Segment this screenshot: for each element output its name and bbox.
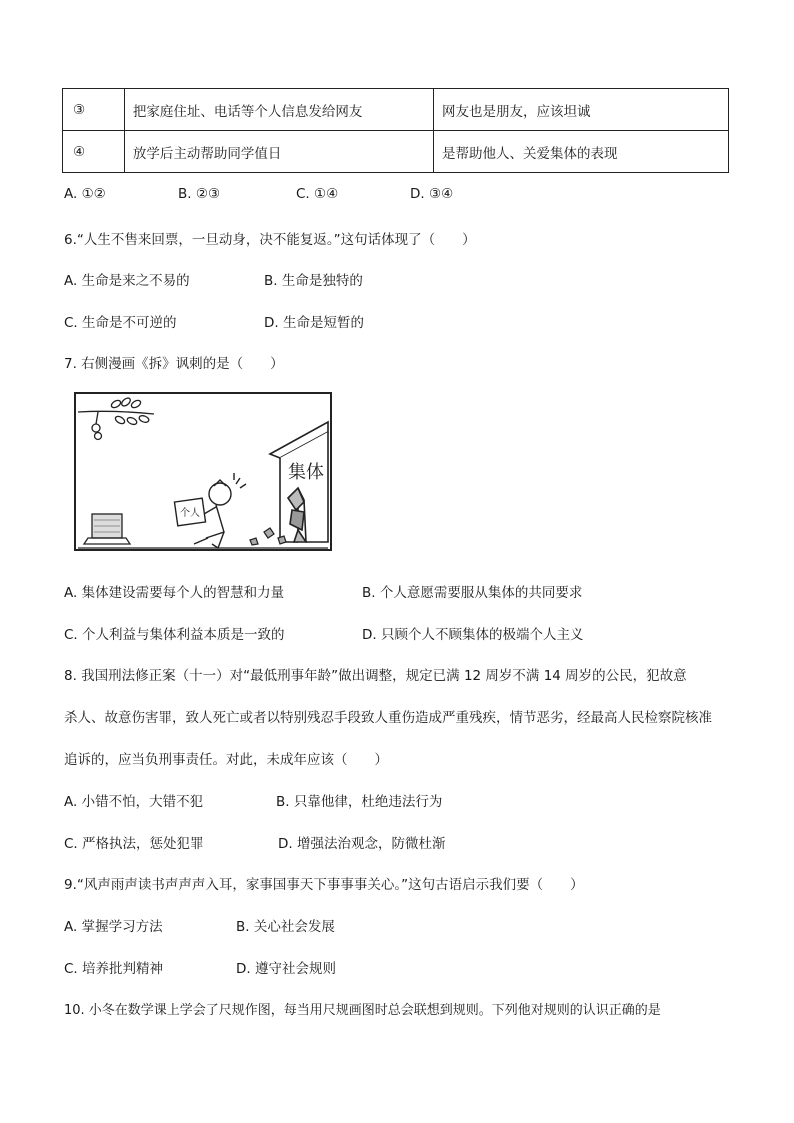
q8-option-c: C. 严格执法，惩处犯罪 <box>64 836 204 852</box>
q5-option-d: D. ③④ <box>410 186 454 202</box>
row-action: 把家庭住址、电话等个人信息发给网友 <box>124 89 433 131</box>
q8-option-d: D. 增强法治观念，防微杜渐 <box>278 836 446 852</box>
q7-option-d: D. 只顾个人不顾集体的极端个人主义 <box>362 627 584 643</box>
building-label: 集体 <box>288 462 324 483</box>
q6-option-c: C. 生命是不可逆的 <box>64 315 177 331</box>
row-number: ③ <box>63 89 125 131</box>
q8-stem-line-2: 杀人、故意伤害罪，致人死亡或者以特别残忍手段致人重伤造成严重残疾，情节恶劣，经最高人民检察院核准 <box>64 710 712 726</box>
row-reason: 网友也是朋友，应该坦诚 <box>434 89 729 131</box>
q9-option-d: D. 遵守社会规则 <box>236 961 336 977</box>
q9-option-a: A. 掌握学习方法 <box>64 919 163 935</box>
q5-option-a: A. ①② <box>64 186 106 202</box>
cartoon-illustration <box>74 392 334 552</box>
q7-option-c: C. 个人利益与集体利益本质是一致的 <box>64 627 285 643</box>
table-row <box>63 131 729 173</box>
q6-option-b: B. 生命是独特的 <box>264 273 363 289</box>
q5-option-b: B. ②③ <box>178 186 221 202</box>
q7-option-a: A. 集体建设需要每个人的智慧和力量 <box>64 585 285 601</box>
behavior-table <box>62 88 729 173</box>
q10-stem: 10. 小冬在数学课上学会了尺规作图，每当用尺规画图时总会联想到规则。下列他对规则的认识正确的是 <box>64 1003 661 1018</box>
q8-option-b: B. 只靠他律，杜绝违法行为 <box>276 794 443 810</box>
q6-option-a: A. 生命是来之不易的 <box>64 273 190 289</box>
q9-option-c: C. 培养批判精神 <box>64 961 164 977</box>
table-row <box>63 89 729 131</box>
q8-stem-line-3: 追诉的，应当负刑事责任。对此，未成年应该（ ） <box>64 752 388 768</box>
q7-option-b: B. 个人意愿需要服从集体的共同要求 <box>362 585 583 601</box>
q8-stem-line-1: 8. 我国刑法修正案（十一）对“最低刑事年龄”做出调整，规定已满 12 周岁不满 14 周岁的公民，犯故意 <box>64 668 687 684</box>
q7-stem: 7. 右侧漫画《拆》讽刺的是（ ） <box>64 356 284 372</box>
box-label: 个人 <box>180 508 200 519</box>
q5-option-c: C. ①④ <box>296 186 339 202</box>
q6-option-d: D. 生命是短暂的 <box>264 315 364 331</box>
row-number: ④ <box>63 131 125 173</box>
q6-stem: 6.“人生不售来回票，一旦动身，决不能复返。”这句话体现了（ ） <box>64 232 476 248</box>
q9-stem: 9.“风声雨声读书声声声入耳，家事国事天下事事事关心。”这句古语启示我们要（ ） <box>64 877 584 893</box>
row-reason: 是帮助他人、关爱集体的表现 <box>434 131 729 173</box>
individual-box <box>174 498 205 526</box>
row-action: 放学后主动帮助同学值日 <box>124 131 433 173</box>
q8-option-a: A. 小错不怕，大错不犯 <box>64 794 204 810</box>
q9-option-b: B. 关心社会发展 <box>236 919 335 935</box>
